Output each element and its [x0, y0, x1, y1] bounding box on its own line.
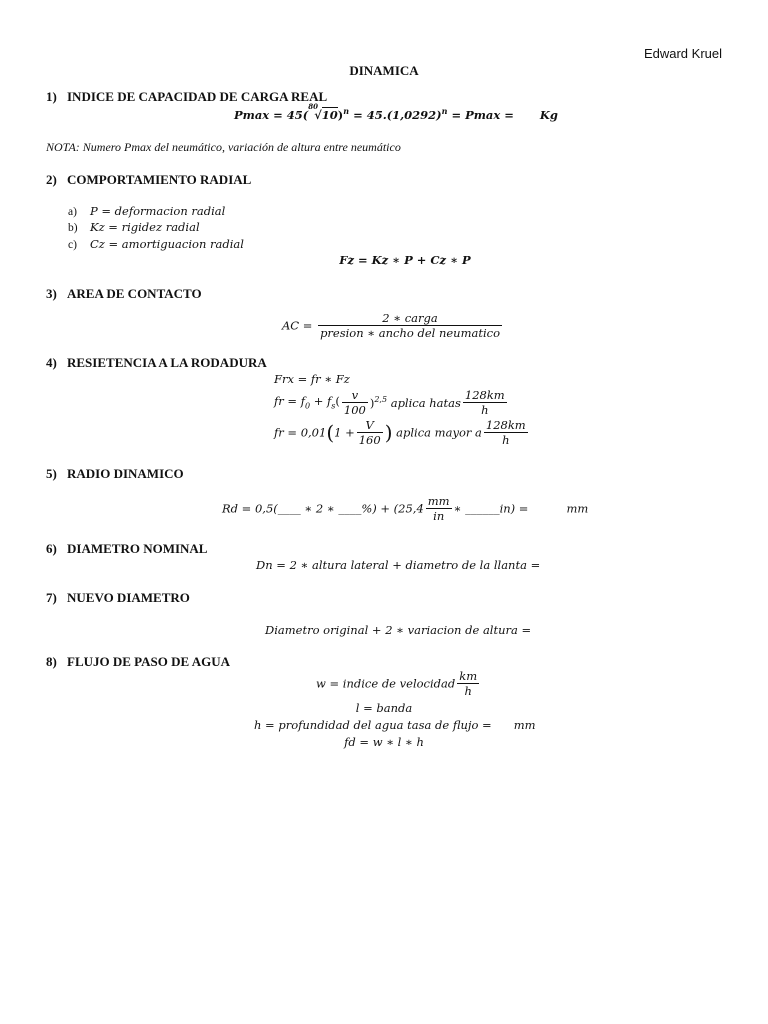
note-text: NOTA: Numero Pmax del neumático, variación de altura entre neumático — [46, 140, 401, 154]
rolling-coefficient-formula-low: fr = $f_0 + f_s$( $\frac{v}{100}$ )$^{2,5}$ aplica hatas $\frac{128km}{h}$ — [274, 388, 505, 417]
rolling-coefficient-formula-high: fr = 0,01(1 + $\frac{V}{160}$ ) aplica mayor a $\frac{128km}{h}$ — [274, 418, 526, 447]
list-item: a) P = deformacion radial — [68, 204, 226, 218]
unit-kg: Kg — [539, 107, 558, 122]
radial-formula: Fz = Kz ∗ P + Cz ∗ P — [339, 253, 471, 267]
fraction: $\frac{\text{2 ∗ carga}}{\text{presion ∗ ancho del neumatico}}$ — [320, 311, 500, 340]
page-title: DINAMICA — [349, 63, 419, 78]
section-8-heading: 8) FLUJO DE PASO DE AGUA — [46, 654, 230, 669]
author-name: Edward Kruel — [643, 46, 722, 61]
nominal-diameter-formula: Dn = 2 ∗ altura lateral + diametro de la llanta = — [256, 558, 541, 572]
section-2-heading: 2) COMPORTAMIENTO RADIAL — [46, 172, 252, 187]
speed-index-formula: w = indice de velocidad $\frac{km}{h}$ — [316, 669, 478, 698]
pmax-formula: Pmax = 45( 80 $√10)^n = 45.(1,0292)^n = Pmax = Kg$ — [234, 101, 558, 122]
unit-mm: mm — [513, 718, 536, 732]
section-7-heading: 7) NUEVO DIAMETRO — [46, 590, 190, 605]
band-formula: l = banda — [355, 701, 413, 715]
water-depth-formula: h = profundidad del agua tasa de flujo = mm — [254, 718, 536, 732]
section-4-heading: 4) RESIETENCIA A LA RODADURA — [46, 355, 267, 370]
contact-area-formula: AC = $\frac{\text{2 ∗ carga}}{\text{presion ∗ ancho del neumatico}}$ — [282, 311, 500, 340]
section-6-heading: 6) DIAMETRO NOMINAL — [46, 541, 208, 556]
new-diameter-formula: Diametro original + 2 ∗ variacion de altura = — [265, 623, 532, 637]
dynamic-radius-formula: Rd = 0,5(____ ∗ 2 ∗ ____%) + (25,4 $\frac{mm}{in}$ ∗ ______in) = mm — [222, 494, 589, 523]
flow-formula: fd = w ∗ l ∗ h — [344, 735, 424, 749]
section-title: INDICE DE CAPACIDAD DE CARGA REAL — [67, 89, 328, 104]
section-3-heading: 3) AREA DE CONTACTO — [46, 286, 202, 301]
section-number: 1) — [46, 89, 57, 104]
list-item: b) Kz = rigidez radial — [68, 220, 200, 234]
section-5-heading: 5) RADIO DINAMICO — [46, 466, 184, 481]
section-1-heading — [46, 89, 327, 105]
list-item: c) Cz = amortiguacion radial — [68, 237, 244, 251]
unit-mm: mm — [566, 501, 589, 516]
rolling-resistance-formula: Frx = fr ∗ Fz — [274, 372, 350, 386]
